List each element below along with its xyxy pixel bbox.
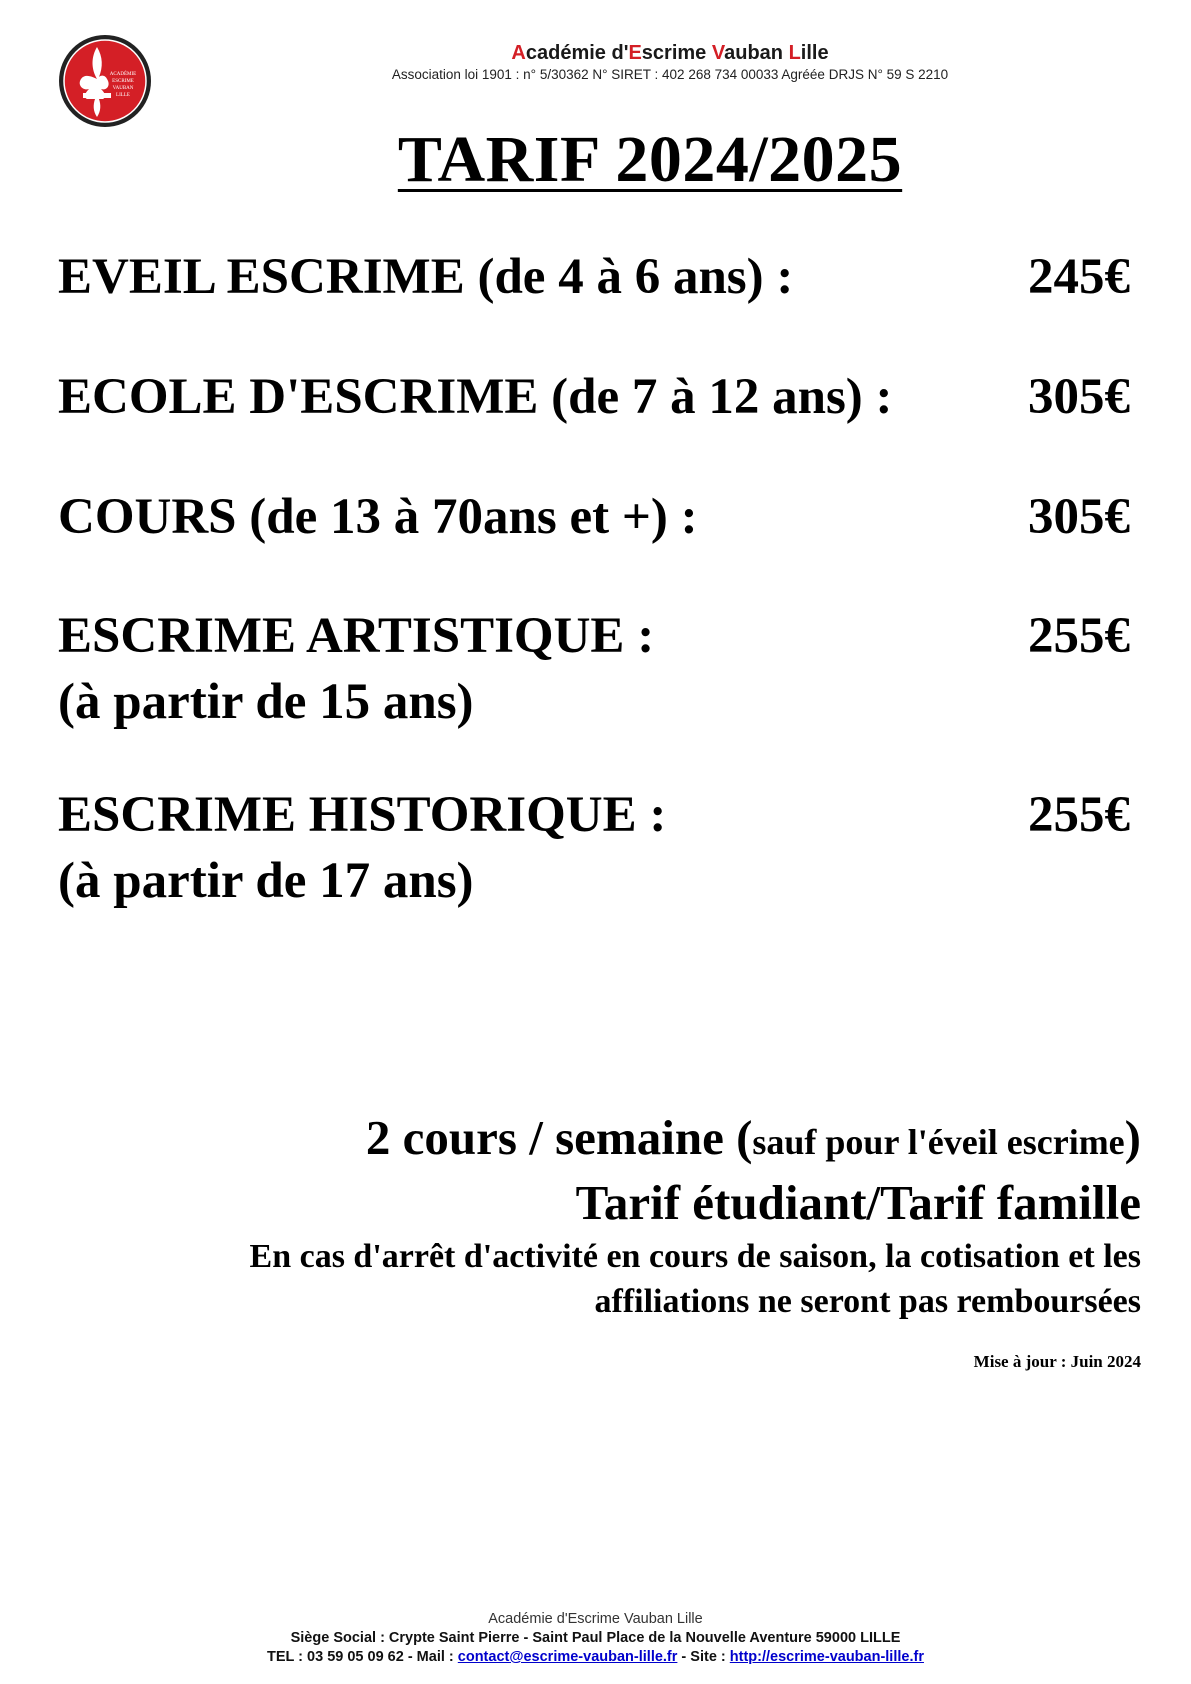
- rate-age-note: (à partir de 15 ans): [58, 674, 474, 730]
- special-tariffs: Tarif étudiant/Tarif famille: [575, 1175, 1141, 1230]
- club-name-part: cadémie d': [525, 42, 629, 64]
- rate-label: ESCRIME ARTISTIQUE :: [58, 608, 655, 664]
- club-name: [200, 40, 1140, 66]
- rate-row-historique: [58, 782, 1130, 914]
- club-name-part: ille: [800, 42, 829, 64]
- footer-tel-label: TEL : 03 59 05 09 62 - Mail :: [267, 1649, 458, 1665]
- rate-row-cours: [58, 484, 1130, 550]
- club-name-initial: A: [511, 42, 526, 64]
- page-title: TARIF 2024/2025: [397, 123, 903, 196]
- courses-main-text: 2 cours / semaine (: [365, 1110, 753, 1165]
- club-name-initial: E: [628, 42, 642, 64]
- footer: [0, 1610, 1191, 1667]
- rate-label: EVEIL ESCRIME (de 4 à 6 ans) :: [58, 249, 794, 305]
- footer-site-label: - Site :: [677, 1649, 730, 1665]
- refund-notice-line-2: affiliations ne seront pas remboursées: [594, 1283, 1141, 1320]
- club-name-part: auban: [724, 42, 789, 64]
- svg-text:ESCRIME: ESCRIME: [112, 79, 134, 84]
- rate-price: 255€: [1028, 608, 1130, 664]
- rate-price: 305€: [1028, 369, 1130, 425]
- rate-price: 305€: [1028, 489, 1130, 545]
- footer-club-name: Académie d'Escrime Vauban Lille: [488, 1611, 703, 1627]
- fleur-de-lis-icon: [57, 33, 153, 129]
- rate-label: ECOLE D'ESCRIME (de 7 à 12 ans) :: [58, 369, 893, 425]
- svg-text:LILLE: LILLE: [116, 93, 130, 98]
- club-name-initial: L: [788, 42, 801, 64]
- refund-notice-line-1: En cas d'arrêt d'activité en cours de saison, la cotisation et les: [249, 1238, 1141, 1275]
- association-registration: Association loi 1901 : n° 5/30362 N° SIRET : 402 268 734 00033 Agréée DRJS N° 59 S 2210: [391, 67, 949, 82]
- courses-exception: sauf pour l'éveil escrime: [752, 1122, 1125, 1162]
- rate-row-artistique: [58, 603, 1130, 735]
- rate-age-note: (à partir de 17 ans): [58, 853, 474, 909]
- update-date: Mise à jour : Juin 2024: [973, 1352, 1141, 1371]
- letterhead: [200, 40, 1140, 84]
- rate-row-ecole: [58, 364, 1130, 430]
- website-link[interactable]: http://escrime-vauban-lille.fr: [729, 1649, 924, 1665]
- club-logo: [57, 33, 153, 129]
- rate-row-eveil: [58, 244, 1130, 310]
- courses-close: ): [1124, 1110, 1141, 1165]
- email-link[interactable]: contact@escrime-vauban-lille.fr: [457, 1649, 678, 1665]
- footer-contact: [0, 1648, 1191, 1667]
- rate-label: ESCRIME HISTORIQUE :: [58, 787, 667, 843]
- club-name-part: scrime: [641, 42, 712, 64]
- svg-text:ACADÉMIE: ACADÉMIE: [109, 72, 137, 77]
- rate-price: 255€: [1028, 787, 1130, 843]
- rate-label: COURS (de 13 à 70ans et +) :: [58, 489, 698, 545]
- svg-text:VAUBAN: VAUBAN: [112, 86, 134, 91]
- notes-block: [41, 1108, 1141, 1374]
- club-name-initial: V: [711, 42, 725, 64]
- courses-per-week: [41, 1108, 1141, 1172]
- footer-address: Siège Social : Crypte Saint Pierre - Saint Paul Place de la Nouvelle Aventure 59000 LILLE: [290, 1630, 901, 1646]
- rate-price: 245€: [1028, 249, 1130, 305]
